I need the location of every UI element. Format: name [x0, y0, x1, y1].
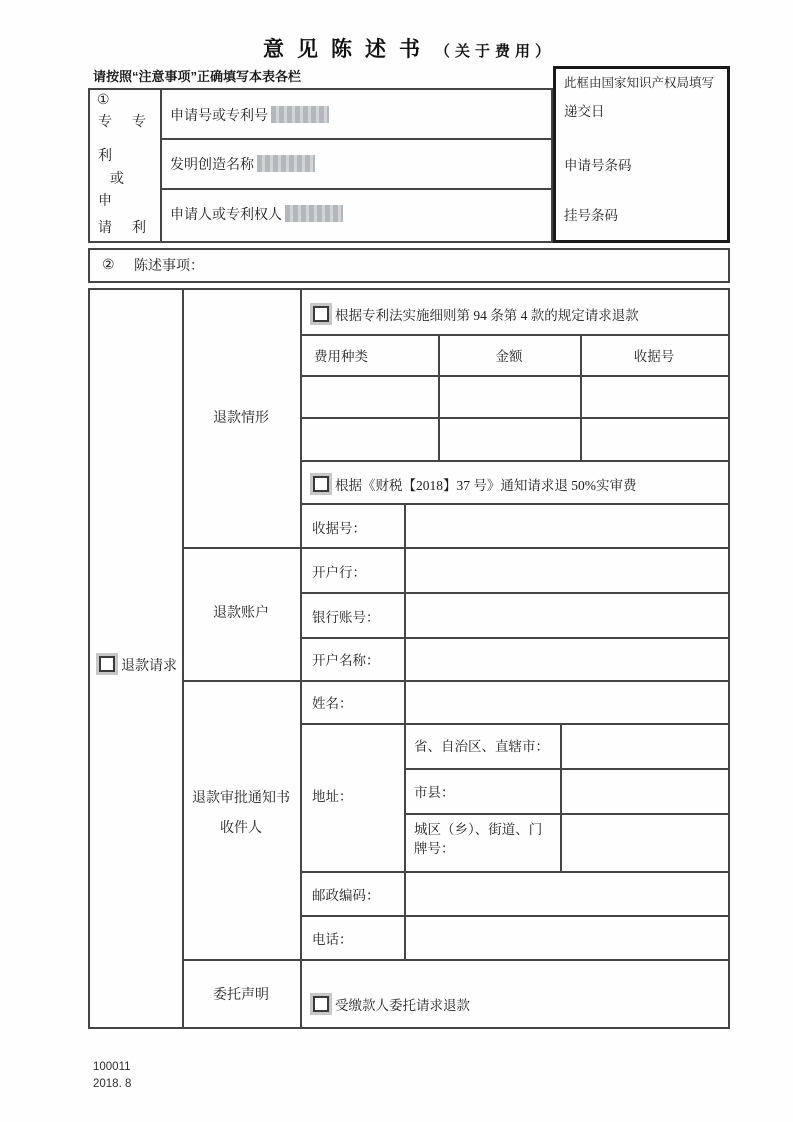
submit-date-label: 递交日 — [564, 104, 605, 119]
divider — [182, 290, 184, 1027]
applicant-row[interactable] — [170, 205, 343, 225]
section2-box[interactable] — [88, 248, 730, 283]
receipt-no-label: 收据号： — [312, 521, 366, 536]
divider — [300, 375, 728, 377]
divider — [300, 723, 728, 725]
divider — [300, 871, 728, 873]
form-code: 100011 — [93, 1061, 131, 1073]
office-use-box — [553, 66, 730, 243]
divider — [182, 680, 728, 682]
divider — [300, 592, 728, 594]
divider — [160, 188, 551, 190]
section2-label: 陈述事项： — [134, 259, 204, 274]
redacted-value — [257, 155, 315, 172]
refund-request-row — [96, 656, 177, 676]
refund-request-label: 退款请求 — [121, 659, 177, 674]
divider — [560, 723, 562, 871]
tax-refund-row — [310, 476, 637, 495]
category-account: 退款账户 — [213, 606, 269, 621]
divider — [300, 334, 728, 336]
address-label: 地址： — [312, 789, 353, 804]
form-title: 意见陈述书 — [262, 38, 433, 61]
account-name-label: 开户名称： — [312, 653, 380, 668]
application-number-label: 申请号或专利号 — [170, 109, 268, 124]
invention-title-row[interactable] — [170, 155, 315, 175]
fee-type-header: 费用种类 — [314, 349, 368, 364]
divider — [182, 547, 728, 549]
section1-number: ① — [97, 93, 110, 108]
divider — [160, 138, 551, 140]
rule-refund-label: 根据专利法实施细则第 94 条第 4 款的规定请求退款 — [335, 308, 639, 323]
entrust-checkbox[interactable] — [313, 996, 329, 1012]
phone-label: 电话： — [312, 932, 353, 947]
rule-refund-row — [310, 306, 639, 325]
bank-account-label: 银行账号： — [312, 610, 380, 625]
side-char: 申 — [98, 194, 112, 209]
refund-table — [88, 288, 730, 1029]
divider — [300, 417, 728, 419]
name-label: 姓名： — [312, 696, 353, 711]
application-number-row[interactable] — [170, 106, 329, 126]
province-label: 省、自治区、直辖市： — [414, 739, 549, 754]
divider — [300, 637, 728, 639]
tax-refund-checkbox[interactable] — [313, 476, 329, 492]
category-situation: 退款情形 — [213, 411, 269, 426]
divider — [160, 90, 162, 241]
divider — [300, 503, 728, 505]
invention-title-label: 发明创造名称 — [170, 158, 254, 173]
redacted-value — [285, 205, 343, 222]
side-char: 或 — [110, 172, 124, 187]
divider — [300, 460, 728, 462]
divider — [300, 915, 728, 917]
side-char: 利 — [98, 149, 112, 164]
category-recipient-line2: 收件人 — [220, 821, 262, 836]
application-barcode-label: 申请号条码 — [564, 158, 632, 173]
refund-request-checkbox[interactable] — [99, 656, 115, 672]
section2-number: ② — [102, 258, 115, 273]
side-char: 专 — [98, 115, 112, 130]
entrust-row — [310, 996, 470, 1015]
bank-label: 开户行： — [312, 565, 366, 580]
side-char: 专 — [132, 115, 146, 130]
applicant-label: 申请人或专利权人 — [170, 208, 282, 223]
category-declaration: 委托声明 — [213, 988, 269, 1003]
form-title-note: （关于费用） — [434, 43, 555, 60]
tax-refund-label: 根据《财税【2018】37 号》通知请求退 50%实审费 — [335, 478, 637, 493]
fill-instruction: 请按照“注意事项”正确填写本表各栏 — [93, 69, 302, 84]
category-recipient-line1: 退款审批通知书 — [192, 791, 290, 806]
divider — [404, 813, 728, 815]
amount-header: 金额 — [495, 349, 523, 364]
rule-refund-checkbox[interactable] — [313, 306, 329, 322]
page-title — [88, 33, 730, 63]
postcode-label: 邮政编码： — [312, 888, 380, 903]
divider — [404, 768, 728, 770]
side-char: 利 — [132, 221, 146, 236]
side-char: 请 — [98, 221, 112, 236]
divider — [182, 959, 728, 961]
divider — [404, 503, 406, 959]
district-label: 城区（乡）、街道、门牌号： — [414, 822, 543, 856]
form-version-date: 2018. 8 — [93, 1078, 132, 1090]
entrust-label: 受缴款人委托请求退款 — [335, 998, 470, 1013]
mail-barcode-label: 挂号条码 — [564, 208, 618, 223]
section1-table — [88, 88, 553, 243]
office-box-header: 此框由国家知识产权局填写 — [564, 76, 715, 90]
city-label: 市县： — [414, 785, 455, 800]
receipt-header: 收据号 — [633, 349, 675, 364]
redacted-value — [271, 106, 329, 123]
